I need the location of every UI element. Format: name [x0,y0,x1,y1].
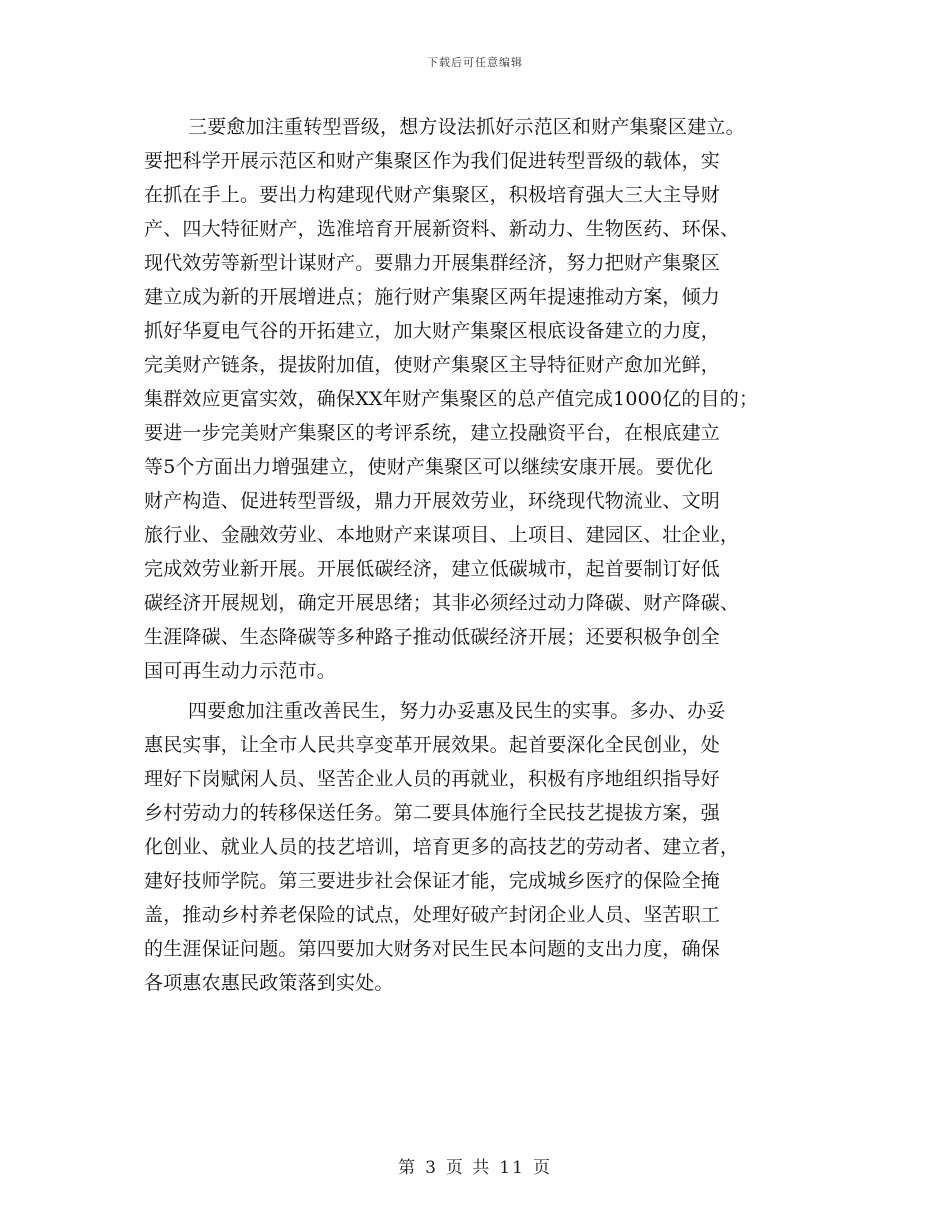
text-line: 化创业、就业人员的技艺培训，培育更多的高技艺的劳动者、建立者， [144,836,740,858]
paragraph-1 [144,110,834,688]
text-line: 完成效劳业新开展。开展低碳经济，建立低碳城市，起首要制订好低 [144,558,721,580]
text-line: 四要愈加注重改善民生，努力办妥惠及民生的实事。多办、办妥 [188,700,726,722]
text-line: 乡村劳动力的转移保送任务。第二要具体施行全民技艺提拔方案，强 [144,802,721,824]
text-line: 要把科学开展示范区和财产集聚区作为我们促进转型晋级的载体，实 [144,150,721,172]
footer-mid: 页 共 [445,1158,492,1178]
text-line: 要进一步完美财产集聚区的考评系统，建立投融资平台，在根底建立 [144,422,721,444]
page-header-note: 下载后可任意编辑 [427,56,523,69]
text-line: 产、四大特征财产，选准培育开展新资料、新动力、生物医药、环保、 [144,218,740,240]
text-line: 各项惠农惠民政策落到实处。 [144,972,394,994]
text-line: 等5个方面出力增强建立，使财产集聚区可以继续安康开展。要优化 [144,456,714,478]
footer-prefix: 第 [398,1158,418,1178]
text-line: 建好技师学院。第三要进步社会保证才能，完成城乡医疗的保险全掩 [144,870,721,892]
page-footer [0,1153,950,1178]
text-line: 盖，推动乡村养老保险的试点，处理好破产封闭企业人员、坚苦职工 [144,904,721,926]
text-line: 现代效劳等新型计谋财产。要鼎力开展集群经济，努力把财产集聚区 [144,252,721,274]
text-line: 生涯降碳、生态降碳等多种路子推动低碳经济开展；还要积极争创全 [144,626,721,648]
text-line: 碳经济开展规划，确定开展思绪；其非必须经过动力降碳、财产降碳、 [144,592,740,614]
text-line: 在抓在手上。要出力构建现代财产集聚区，积极培育强大三大主导财 [144,184,721,206]
total-pages: 11 [499,1158,525,1178]
text-line: 集群效应更富实效，确保XX年财产集聚区的总产值完成1000亿的目的； [144,388,759,410]
text-line: 财产构造、促进转型晋级，鼎力开展效劳业，环绕现代物流业、文明 [144,490,721,512]
document-body [144,110,834,1000]
text-line: 的生涯保证问题。第四要加大财务对民生民本问题的支出力度，确保 [144,938,721,960]
text-line: 完美财产链条，提拔附加值，使财产集聚区主导特征财产愈加光鲜， [144,354,721,376]
text-line: 抓好华夏电气谷的开拓建立，加大财产集聚区根底设备建立的力度， [144,320,721,342]
text-line: 旅行业、金融效劳业、本地财产来谋项目、上项目、建园区、壮企业， [144,524,740,546]
text-line: 国可再生动力示范市。 [144,660,337,682]
paragraph-2 [144,694,834,1000]
text-line: 建立成为新的开展增进点；施行财产集聚区两年提速推动方案，倾力 [144,286,721,308]
page-number: 3 [425,1158,438,1178]
text-line: 三要愈加注重转型晋级，想方设法抓好示范区和财产集聚区建立。 [188,116,745,138]
text-line: 理好下岗赋闲人员、坚苦企业人员的再就业，积极有序地组织指导好 [144,768,721,790]
footer-suffix: 页 [532,1158,552,1178]
text-line: 惠民实事，让全市人民共享变革开展效果。起首要深化全民创业，处 [144,734,721,756]
